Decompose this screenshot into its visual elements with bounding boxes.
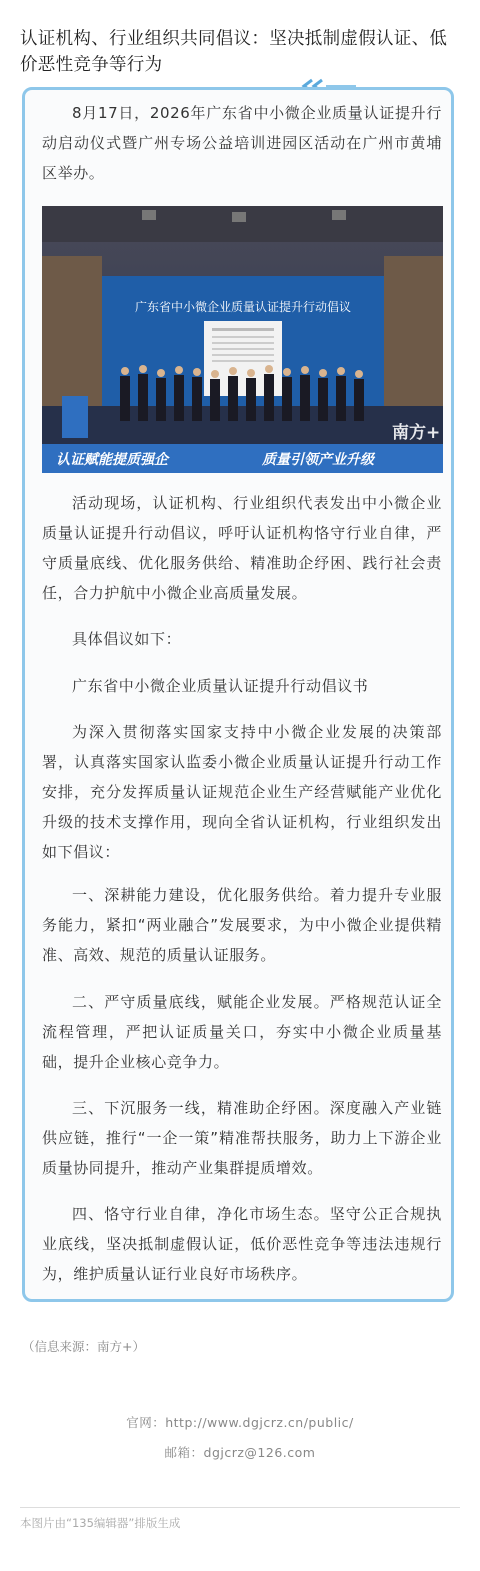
- watermark: 南方+: [392, 423, 441, 443]
- banner-left-text: 认证赋能提质强企: [56, 452, 168, 468]
- proposal-item-3: 三、下沉服务一线，精准助企纾困。深度融入产业链供应链，推行“一企一策”精准帮扶服务，助力上下游企业质量协同提升，推动产业集群提质增效。: [42, 1099, 442, 1177]
- email-contact[interactable]: 邮箱：dgjcrz@126.com: [164, 1445, 316, 1460]
- banner-right-text: 质量引领产业升级: [262, 452, 374, 468]
- paragraph-preamble: 为深入贯彻落实国家支持中小微企业发展的决策部署，认真落实国家认监委小微企业质量认证提升行动工作安排，充分发挥质量认证规范企业生产经营赋能产业优化升级的技术支撑作用，现向全省认证机构，行业组织发出如下倡议：: [42, 723, 442, 861]
- proposal-heading: 广东省中小微企业质量认证提升行动倡议书: [72, 677, 369, 695]
- article-title: 认证机构、行业组织共同倡议：坚决抵制虚假认证、低价恶性竞争等行为: [20, 29, 448, 75]
- generator-credit: 本图片由“135编辑器”排版生成: [20, 1516, 181, 1530]
- paragraph-activity: 活动现场，认证机构、行业组织代表发出中小微企业质量认证提升行动倡议，呼吁认证机构恪守行业自律，严守质量底线、优化服务供给、精准助企纾困、践行社会责任，合力护航中小微企业高质量发展。: [42, 494, 442, 602]
- paragraph-intro: 8月17日，2026年广东省中小微企业质量认证提升行动启动仪式暨广州专场公益培训进园区活动在广州市黄埔区举办。: [42, 104, 442, 182]
- footer-divider: [20, 1507, 460, 1508]
- website-link[interactable]: 官网：http://www.dgjcrz.cn/public/: [126, 1415, 354, 1430]
- event-photo: [42, 206, 443, 473]
- proposal-item-1: 一、深耕能力建设，优化服务供给。着力提升专业服务能力，紧扣“两业融合”发展要求，为中小微企业提供精准、高效、规范的质量认证服务。: [42, 886, 442, 964]
- paragraph-details-intro: 具体倡议如下：: [72, 630, 182, 648]
- screen-title: 广东省中小微企业质量认证提升行动倡议: [134, 300, 352, 314]
- source-note: （信息来源：南方+）: [22, 1339, 145, 1354]
- proposal-item-2: 二、严守质量底线，赋能企业发展。严格规范认证全流程管理，严把认证质量关口，夯实中小微企业质量基础，提升企业核心竞争力。: [42, 993, 442, 1071]
- proposal-item-4: 四、恪守行业自律，净化市场生态。坚守公正合规执业底线，坚决抵制虚假认证，低价恶性竞争等违法违规行为，维护质量认证行业良好市场秩序。: [42, 1205, 442, 1283]
